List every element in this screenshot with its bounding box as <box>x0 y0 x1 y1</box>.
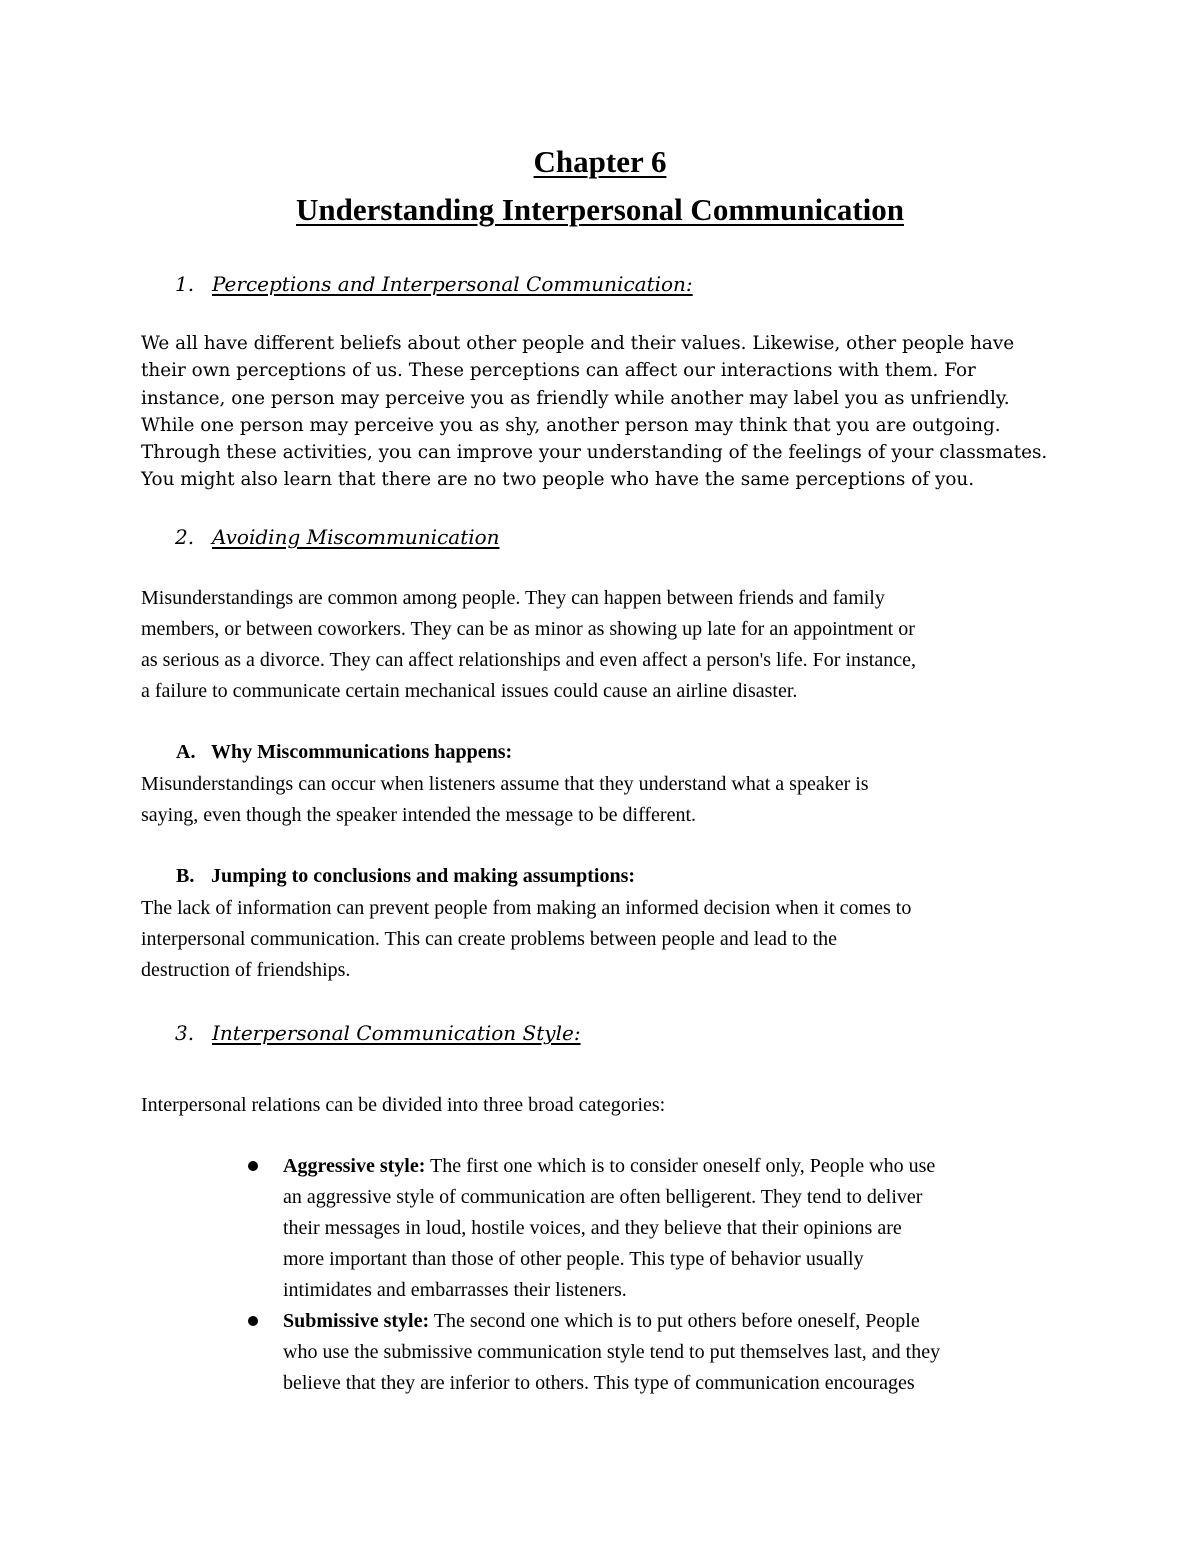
chapter-number-title: Chapter 6 <box>533 144 667 179</box>
list-item-submissive-style <box>240 1306 1080 1399</box>
section-intro-communication-style <box>141 1090 1071 1121</box>
paragraph-line: Through these activities, you can improve your understanding of the feelings of your classmates. <box>141 442 1048 464</box>
paragraph-line: Interpersonal relations can be divided into three broad categories: <box>141 1094 666 1116</box>
subsection-heading-why-miscommunications: A. Why Miscommunications happens: <box>176 741 513 763</box>
list-item-text: believe that they are inferior to others. This type of communication encourages <box>283 1372 915 1394</box>
subsection-heading-jumping-to-conclusions: B. Jumping to conclusions and making assumptions: <box>176 865 636 887</box>
paragraph-line: as serious as a divorce. They can affect relationships and even affect a person's life. For instance, <box>141 649 916 671</box>
bullet-icon <box>248 1316 258 1326</box>
chapter-title: Understanding Interpersonal Communication <box>296 192 904 227</box>
list-item-text: The second one which is to put others before oneself, People <box>429 1310 920 1332</box>
paragraph-line: Misunderstandings are common among people. They can happen between friends and family <box>141 587 885 609</box>
section-paragraph-miscommunication <box>141 583 1071 707</box>
paragraph-line: The lack of information can prevent people from making an informed decision when it comes to <box>141 897 912 919</box>
list-item-aggressive-style <box>240 1151 1080 1306</box>
paragraph-line: their own perceptions of us. These perceptions can affect our interactions with them. For <box>141 360 976 382</box>
list-item-text: more important than those of other people. This type of behavior usually <box>283 1248 864 1270</box>
paragraph-line: saying, even though the speaker intended the message to be different. <box>141 804 697 826</box>
paragraph-line: You might also learn that there are no two people who have the same perceptions of you. <box>141 469 975 491</box>
subsection-paragraph-jumping-to-conclusions <box>141 893 1071 986</box>
section-paragraph-perceptions <box>141 330 1071 494</box>
section-heading-miscommunication: 2. Avoiding Miscommunication <box>175 525 500 549</box>
bullet-icon <box>248 1161 258 1171</box>
paragraph-line: members, or between coworkers. They can be as minor as showing up late for an appointment or <box>141 618 915 640</box>
paragraph-line: Misunderstandings can occur when listeners assume that they understand what a speaker is <box>141 773 869 795</box>
section-heading-communication-style: 3. Interpersonal Communication Style: <box>175 1021 581 1045</box>
paragraph-line: a failure to communicate certain mechanical issues could cause an airline disaster. <box>141 680 798 702</box>
list-item-text: their messages in loud, hostile voices, and they believe that their opinions are <box>283 1217 902 1239</box>
list-item-label: Submissive style: <box>283 1310 430 1332</box>
list-item-label: Aggressive style: <box>283 1155 426 1177</box>
paragraph-line: interpersonal communication. This can create problems between people and lead to the <box>141 928 838 950</box>
paragraph-line: destruction of friendships. <box>141 959 351 981</box>
list-item-text: The first one which is to consider oneself only, People who use <box>425 1155 936 1177</box>
list-item-text: who use the submissive communication style tend to put themselves last, and they <box>283 1341 941 1363</box>
paragraph-line: While one person may perceive you as shy, another person may think that you are outgoing. <box>141 414 1001 436</box>
list-item-text: intimidates and embarrasses their listeners. <box>283 1279 627 1301</box>
section-heading-perceptions: 1. Perceptions and Interpersonal Communication: <box>175 272 693 296</box>
list-item-text: an aggressive style of communication are often belligerent. They tend to deliver <box>283 1186 923 1208</box>
subsection-paragraph-why-miscommunications <box>141 769 1071 831</box>
paragraph-line: We all have different beliefs about other people and their values. Likewise, other people have <box>141 333 1015 354</box>
communication-style-list <box>240 1151 1080 1399</box>
paragraph-line: instance, one person may perceive you as friendly while another may label you as unfriendly. <box>141 387 1010 409</box>
